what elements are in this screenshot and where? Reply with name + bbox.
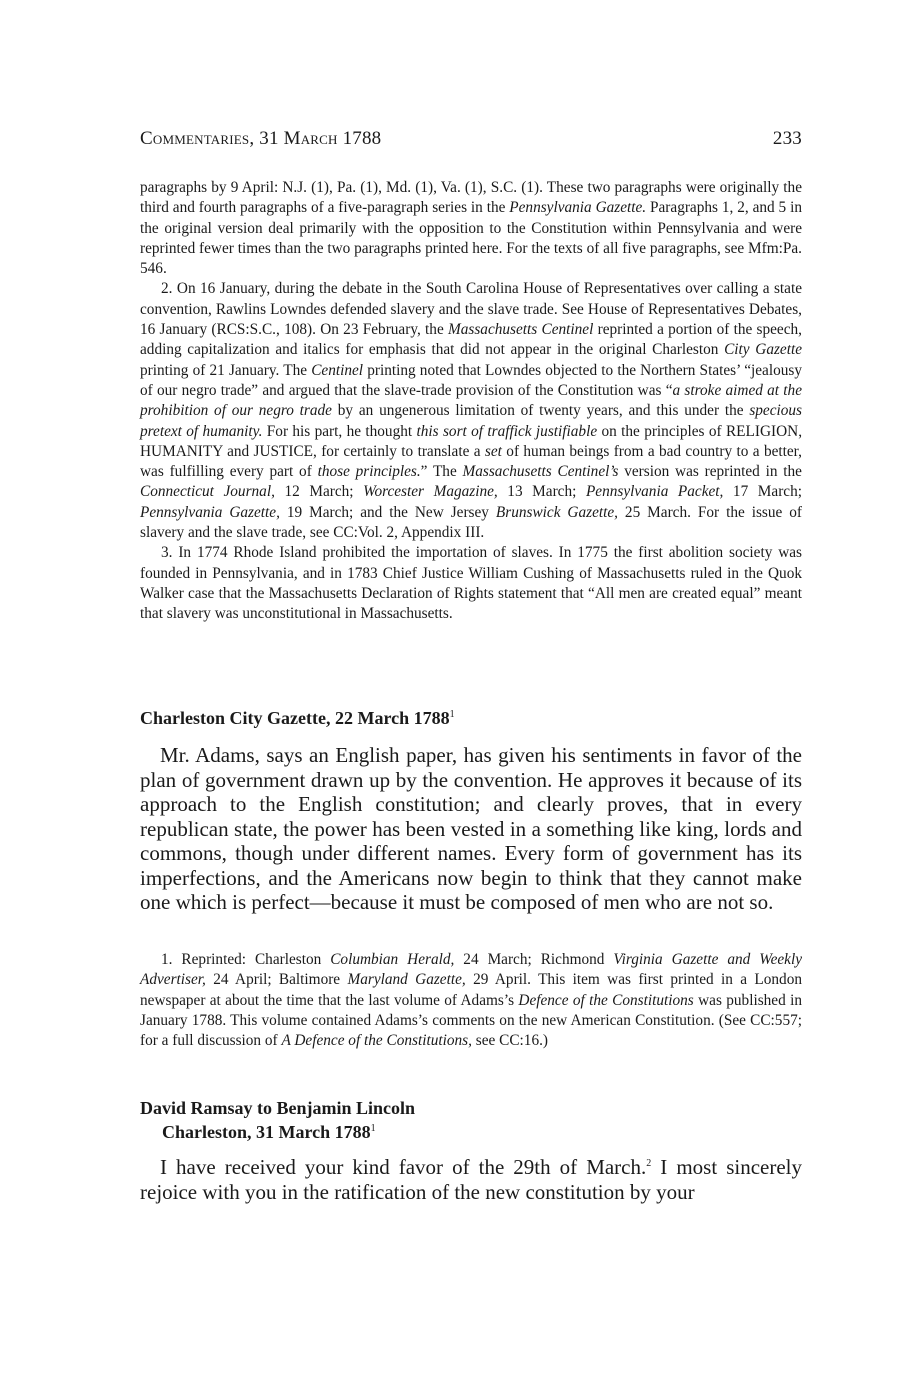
note-3: 3. In 1774 Rhode Island prohibited the importation of slaves. In 1775 the first abolition society was founded in Pennsylvania, and in 1783 Chief Justice William Cushing of Massachusetts ruled in the Quok Walker case that the Massachusetts Declaration of Rights statement that “All men are created equal” meant that slavery was unconstitutional in Massachusetts. (140, 544, 802, 623)
running-head (140, 128, 802, 156)
footnote-marker: 1 (370, 1123, 376, 1134)
page-number: 233 (772, 128, 802, 149)
section-heading-city-gazette: Charleston City Gazette, 22 March 1788$^1$ (140, 708, 455, 728)
heading-line-2: Charleston, 31 March 1788$^1$ (162, 1122, 376, 1142)
note-1: 1. Reprinted: Charleston Columbian Herald, 24 March; Richmond Virginia Gazette and Weekly Advertiser, 24 April; Baltimore Maryland Gazette, 29 April. This item was first printed in a London newspaper at about the time that the last volume of Adams’s Defence of the Constitutions was published in January 1788. This volume contained Adams’s comments on the new American Constitution. (See CC:557; for a full discussion of A Defence of the Constitutions, see CC:16.) (140, 951, 803, 1050)
endnotes-continued (140, 178, 802, 625)
endnote-city-gazette (140, 950, 802, 1051)
letter-body-ramsay: I have received your kind favor of the 29th of March.$^2$ I most sincerely rejoice with you in the ratification of the new constitution by your (140, 1155, 802, 1204)
footnote-marker: 1 (449, 709, 455, 720)
running-title: Commentaries, 31 March 1788 (140, 128, 382, 149)
heading-line-1: David Ramsay to Benjamin Lincoln (140, 1098, 416, 1118)
note-2: 2. On 16 January, during the debate in the South Carolina House of Representatives over calling a state convention, Rawlins Lowndes defended slavery and the slave trade. See House of Representatives Debates, 16 January (RCS:S.C., 108). On 23 February, the Massachusetts Centinel reprinted a portion of the speech, adding capitalization and italics for emphasis that did not appear in the original Charleston City Gazette printing of 21 January. The Centinel printing noted that Lowndes objected to the Northern States’ “jealousy of our negro trade” and argued that the slave-trade provision of the Constitution was “a stroke aimed at the prohibition of our negro trade by an ungenerous limitation of twenty years, and this under the specious pretext of humanity. For his part, he thought this sort of traffick justifiable on the principles of RELIGION, HUMANITY and JUSTICE, for certainly to translate a set of human beings from a bad country to a better, was fulfilling every part of those principles.” The Massachusetts Centinel’s version was reprinted in the Connecticut Journal, 12 March; Worcester Magazine, 13 March; Pennsylvania Packet, 17 March; Pennsylvania Gazette, 19 March; and the New Jersey Brunswick Gazette, 25 March. For the issue of slavery and the slave trade, see CC:Vol. 2, Appendix III. (140, 280, 803, 542)
note-continuation: paragraphs by 9 April: N.J. (1), Pa. (1), Md. (1), Va. (1), S.C. (1). These two paragraphs were originally the third and fourth paragraphs of a five-paragraph series in the Pennsylvania Gazette. Paragraphs 1, 2, and 5 in the original version deal primarily with the opposition to the Constitution within Pennsylvania and were reprinted fewer times than the two paragraphs printed here. For the texts of all five paragraphs, see Mfm:Pa. 546. (140, 179, 802, 278)
footnote-marker: 2 (646, 1158, 652, 1169)
section-heading-ramsay-letter (140, 1096, 415, 1144)
article-body-city-gazette: Mr. Adams, says an English paper, has given his sentiments in favor of the plan of government drawn up by the convention. He approves it because of its approach to the English constitution; and clearly proves, that in every republican state, the power has been vested in a something like king, lords and commons, though under different names. Every form of government has its imperfections, and the Americans now begin to think that they cannot make one which is perfect—because it must be composed of men who are not so. (140, 743, 802, 914)
